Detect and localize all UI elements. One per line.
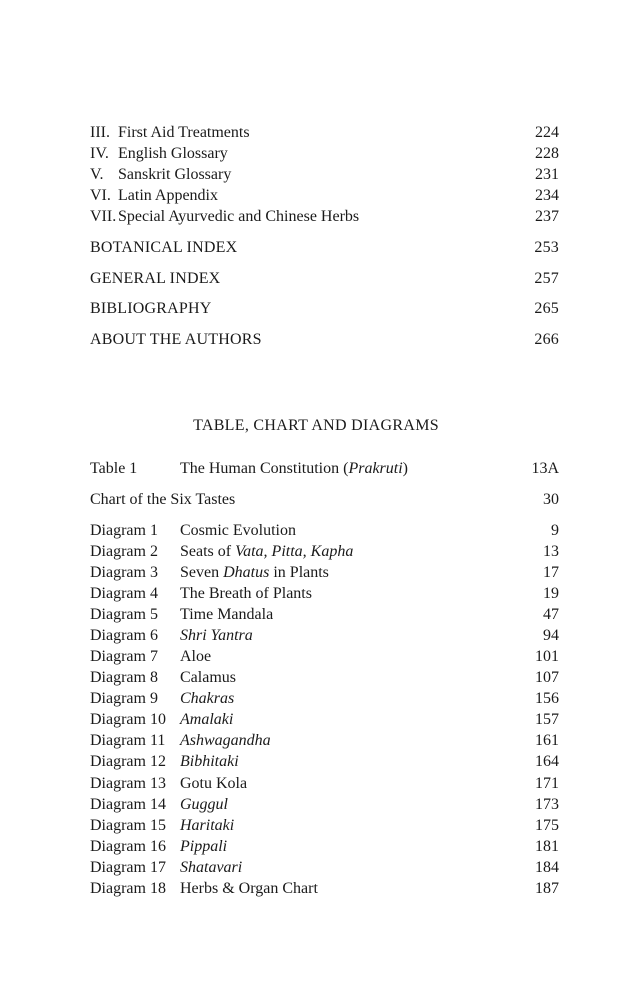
page-number: 9	[551, 522, 559, 539]
page-number: 19	[543, 585, 559, 602]
page-number: 181	[535, 838, 559, 855]
page-number: 107	[535, 669, 559, 686]
toc-section	[90, 268, 559, 290]
page-number: 265	[534, 300, 559, 317]
toc-entry	[90, 709, 559, 731]
toc-entry	[90, 458, 559, 480]
entry-label: Diagram 12	[90, 753, 166, 770]
entry-title: Shatavari	[180, 859, 243, 876]
page-number: 187	[535, 880, 559, 897]
entry-label: Diagram 7	[90, 648, 158, 665]
page-number: 157	[535, 711, 559, 728]
toc-entry	[90, 489, 559, 511]
entry-title: Chakras	[180, 690, 235, 707]
entry-label: Diagram 3	[90, 564, 158, 581]
toc-entry	[90, 625, 559, 647]
toc-entry	[90, 688, 559, 710]
page-number: 257	[534, 270, 559, 287]
page-number: 30	[543, 491, 559, 508]
page-number: 156	[535, 690, 559, 707]
entry-title: Guggul	[180, 796, 228, 813]
entry-number: IV.	[90, 145, 109, 162]
toc-entry	[90, 730, 559, 752]
entry-title: The Breath of Plants	[180, 585, 312, 602]
entry-title: The Human Constitution (Prakruti)	[180, 460, 408, 477]
entry-title: Pippali	[180, 838, 228, 855]
toc-entry	[90, 667, 559, 689]
entry-number: III.	[90, 124, 110, 141]
page-number: 237	[535, 208, 559, 225]
section-title: ABOUT THE AUTHORS	[90, 331, 262, 348]
page-number: 224	[535, 124, 559, 141]
page-number: 13A	[531, 460, 559, 477]
toc-entry	[90, 751, 559, 773]
page-number: 171	[535, 775, 559, 792]
section-title: BIBLIOGRAPHY	[90, 300, 212, 317]
toc-entry	[90, 878, 559, 900]
page-number: 253	[534, 239, 559, 256]
entry-title: Seats of Vata, Pitta, Kapha	[180, 543, 354, 560]
entry-label: Diagram 17	[90, 859, 166, 876]
list-heading: TABLE, CHART AND DIAGRAMS	[193, 417, 439, 434]
entry-title: Special Ayurvedic and Chinese Herbs	[118, 208, 360, 225]
page-number: 175	[535, 817, 559, 834]
toc-entry	[90, 206, 559, 228]
entry-label: Diagram 15	[90, 817, 166, 834]
entry-title: Sanskrit Glossary	[118, 166, 232, 183]
entry-title: Gotu Kola	[180, 775, 248, 792]
toc-section	[90, 298, 559, 320]
entry-label: Diagram 6	[90, 627, 158, 644]
entry-label: Diagram 9	[90, 690, 158, 707]
entry-label: Diagram 13	[90, 775, 166, 792]
page-number: 94	[543, 627, 559, 644]
toc-entry	[90, 143, 559, 165]
toc-entry	[90, 794, 559, 816]
page-number: 184	[535, 859, 559, 876]
toc-entry	[90, 815, 559, 837]
entry-label: Diagram 14	[90, 796, 166, 813]
section-title: BOTANICAL INDEX	[90, 239, 238, 256]
entry-label: Diagram 8	[90, 669, 158, 686]
entry-number: VI.	[90, 187, 111, 204]
entry-label: Diagram 18	[90, 880, 166, 897]
page-number: 164	[535, 753, 559, 770]
page-number: 173	[535, 796, 559, 813]
entry-number: VII.	[90, 208, 117, 225]
entry-label: Diagram 5	[90, 606, 158, 623]
entry-title: Shri Yantra	[180, 627, 253, 644]
entry-title: Latin Appendix	[118, 187, 218, 204]
entry-title: Aloe	[180, 648, 212, 665]
entry-title: Herbs & Organ Chart	[180, 880, 318, 897]
entry-title: Time Mandala	[180, 606, 274, 623]
toc-entry	[90, 604, 559, 626]
page-number: 266	[534, 331, 559, 348]
entry-title: Calamus	[180, 669, 236, 686]
entry-title: First Aid Treatments	[118, 124, 250, 141]
toc-entry	[90, 520, 559, 542]
toc-entry	[90, 857, 559, 879]
page-number: 101	[535, 648, 559, 665]
entry-label: Diagram 2	[90, 543, 158, 560]
entry-title: English Glossary	[118, 145, 228, 162]
entry-title: Haritaki	[180, 817, 235, 834]
entry-label: Diagram 11	[90, 732, 166, 749]
page-number: 161	[535, 732, 559, 749]
entry-label: Table 1	[90, 460, 138, 477]
toc-entry	[90, 562, 559, 584]
section-title: GENERAL INDEX	[90, 270, 221, 287]
toc-entry	[90, 164, 559, 186]
entry-title: Seven Dhatus in Plants	[180, 564, 329, 581]
toc-entry	[90, 646, 559, 668]
toc-entry	[90, 773, 559, 795]
entry-title: Cosmic Evolution	[180, 522, 296, 539]
entry-label: Diagram 4	[90, 585, 158, 602]
entry-title: Chart of the Six Tastes	[90, 491, 236, 508]
entry-number: V.	[90, 166, 104, 183]
page-number: 13	[543, 543, 559, 560]
toc-entry	[90, 122, 559, 144]
page-number: 234	[535, 187, 559, 204]
entry-title: Ashwagandha	[180, 732, 271, 749]
page-number: 231	[535, 166, 559, 183]
page-number: 228	[535, 145, 559, 162]
entry-title: Bibhitaki	[180, 753, 239, 770]
entry-label: Diagram 10	[90, 711, 166, 728]
toc-section	[90, 237, 559, 259]
toc-entry	[90, 185, 559, 207]
entry-title: Amalaki	[180, 711, 234, 728]
toc-entry	[90, 836, 559, 858]
toc-entry	[90, 541, 559, 563]
toc-section	[90, 329, 559, 351]
page-number: 17	[543, 564, 559, 581]
entry-label: Diagram 1	[90, 522, 158, 539]
page-number: 47	[543, 606, 559, 623]
toc-entry	[90, 583, 559, 605]
entry-label: Diagram 16	[90, 838, 166, 855]
